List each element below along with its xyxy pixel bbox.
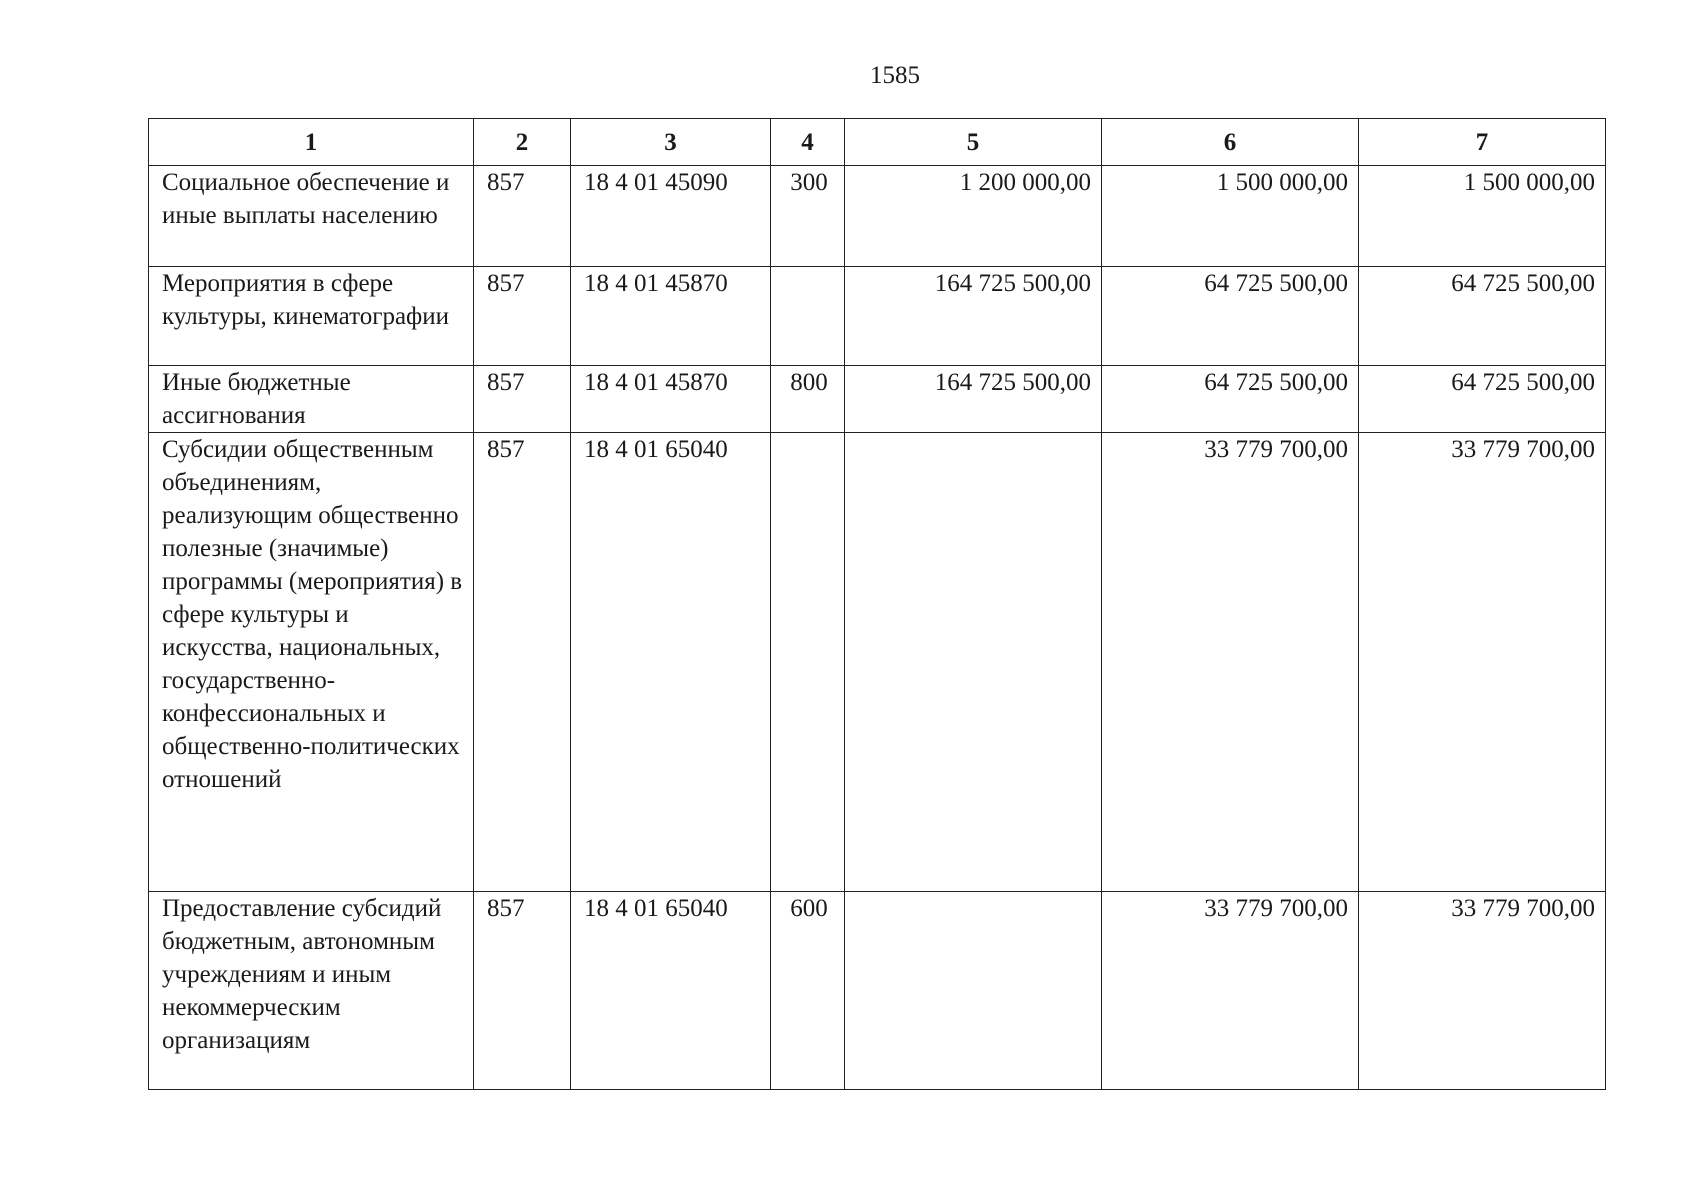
table-row [149, 166, 1606, 267]
expense-type [771, 433, 845, 892]
amount-col-5 [845, 892, 1102, 1090]
budget-table [148, 118, 1606, 1090]
admin-code: 857 [474, 366, 571, 433]
header-col-6: 6 [1102, 119, 1359, 166]
amount-col-6: 64 725 500,00 [1102, 366, 1359, 433]
amount-col-5: 1 200 000,00 [845, 166, 1102, 267]
target-code: 18 4 01 65040 [571, 892, 771, 1090]
header-row [149, 119, 1606, 166]
amount-col-5: 164 725 500,00 [845, 267, 1102, 366]
admin-code: 857 [474, 166, 571, 267]
amount-col-7: 1 500 000,00 [1359, 166, 1606, 267]
target-code: 18 4 01 65040 [571, 433, 771, 892]
admin-code: 857 [474, 892, 571, 1090]
target-code: 18 4 01 45870 [571, 267, 771, 366]
amount-col-5: 164 725 500,00 [845, 366, 1102, 433]
page-number: 1585 [870, 62, 920, 89]
header-col-7: 7 [1359, 119, 1606, 166]
amount-col-6: 33 779 700,00 [1102, 892, 1359, 1090]
amount-col-5 [845, 433, 1102, 892]
amount-col-7: 64 725 500,00 [1359, 267, 1606, 366]
target-code: 18 4 01 45090 [571, 166, 771, 267]
amount-col-7: 33 779 700,00 [1359, 892, 1606, 1090]
table-row [149, 433, 1606, 892]
expense-type: 300 [771, 166, 845, 267]
expense-type: 600 [771, 892, 845, 1090]
amount-col-7: 33 779 700,00 [1359, 433, 1606, 892]
expense-name: Мероприятия в сфере культуры, кинематографии [149, 267, 474, 366]
expense-name: Иные бюджетные ассигнования [149, 366, 474, 433]
amount-col-6: 64 725 500,00 [1102, 267, 1359, 366]
table-row [149, 366, 1606, 433]
admin-code: 857 [474, 267, 571, 366]
amount-col-7: 64 725 500,00 [1359, 366, 1606, 433]
amount-col-6: 1 500 000,00 [1102, 166, 1359, 267]
admin-code: 857 [474, 433, 571, 892]
header-col-4: 4 [771, 119, 845, 166]
expense-name: Субсидии общественным объединениям, реализующим общественно полезные (значимые) программы (мероприятия) в сфере культуры и искусства, национальных, государственно-конфессиональных и общественно-политических отношений [149, 433, 474, 892]
header-col-5: 5 [845, 119, 1102, 166]
target-code: 18 4 01 45870 [571, 366, 771, 433]
amount-col-6: 33 779 700,00 [1102, 433, 1359, 892]
expense-type [771, 267, 845, 366]
expense-name: Предоставление субсидий бюджетным, автономным учреждениям и иным некоммерческим организациям [149, 892, 474, 1090]
table-row [149, 267, 1606, 366]
expense-name: Социальное обеспечение и иные выплаты населению [149, 166, 474, 267]
header-col-3: 3 [571, 119, 771, 166]
header-col-1: 1 [149, 119, 474, 166]
header-col-2: 2 [474, 119, 571, 166]
expense-type: 800 [771, 366, 845, 433]
table-row [149, 892, 1606, 1090]
